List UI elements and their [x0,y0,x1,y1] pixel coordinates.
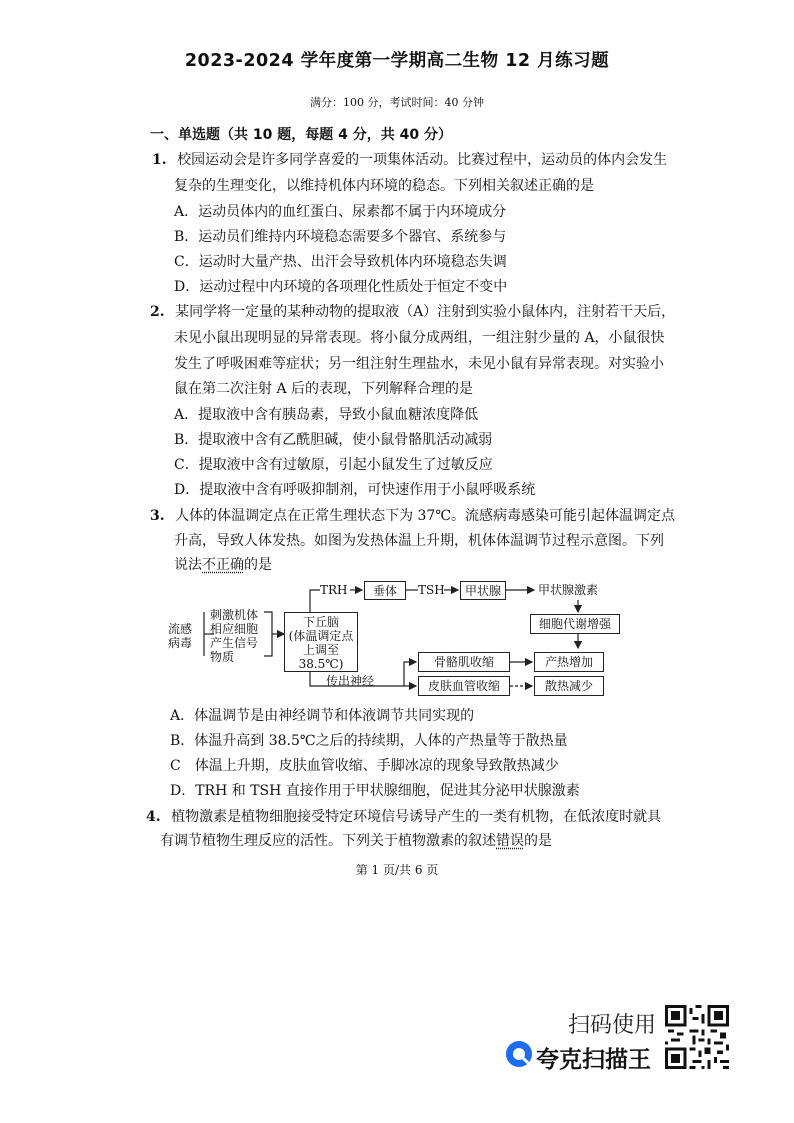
vessel-box: 皮肤血管收缩 [418,676,510,696]
page-title: 2023-2024 学年度第一学期高二生物 12 月练习题 [184,51,610,71]
option-a[interactable]: A．提取液中含有胰岛素，导致小鼠血糖浓度降低 [174,407,479,423]
question-text: 的是 [524,833,552,849]
question-text: 未见小鼠出现明显的异常表现。将小鼠分成两组，一组注射少量的 A，小鼠很快 [174,330,665,346]
question-text: 某同学将一定量的某种动物的提取液（A）注射到实验小鼠体内，注射若干天后， [175,304,676,320]
hypothalamus-box [284,612,358,672]
tsh-label: TSH [418,583,445,597]
question-number: 1. [152,152,167,168]
option-a[interactable]: A．运动员体内的血红蛋白、尿素都不属于内环境成分 [174,204,507,220]
metabolism-box: 细胞代谢增强 [530,614,620,634]
thermoregulation-diagram [168,578,628,704]
emphasis-text: 错误 [496,833,524,849]
exam-info: 满分：100 分，考试时间：40 分钟 [310,96,484,109]
virus-label [168,622,202,650]
question-number: 4. [146,809,161,825]
option-a[interactable]: A．体温调节是由神经调节和体液调节共同实现的 [170,708,475,724]
page-footer: 第 1 页/共 6 页 [355,863,439,877]
question-text: 复杂的生理变化，以维持机体内环境的稳态。下列相关叙述正确的是 [174,178,594,194]
trh-label: TRH [320,583,348,597]
question-text: 校园运动会是许多同学喜爱的一项集体活动。比赛过程中，运动员的体内会发生 [177,152,668,168]
quark-logo-icon [505,1040,533,1068]
question-number: 2. [150,304,165,320]
option-d[interactable]: D．提取液中含有呼吸抑制剂，可快速作用于小鼠呼吸系统 [174,482,536,498]
question-text: 说法 [174,557,202,573]
option-d[interactable]: D．TRH 和 TSH 直接作用于甲状腺细胞，促进其分泌甲状腺激素 [170,783,580,799]
option-b[interactable]: B．运动员们维持内环境稳态需要多个器官、系统参与 [174,229,507,245]
muscle-box: 骨骼肌收缩 [418,652,510,672]
option-b[interactable]: B．体温升高到 38.5℃之后的持续期，人体的产热量等于散热量 [170,733,568,749]
option-c[interactable]: C．运动时大量产热、出汗会导致机体内环境稳态失调 [174,254,507,270]
thyroid-box: 甲状腺 [460,581,506,600]
option-d[interactable]: D．运动过程中内环境的各项理化性质处于恒定不变中 [174,279,508,295]
section-heading: 一、单选题（共 10 题，每题 4 分，共 40 分） [150,127,452,143]
thyroid-hormone-label: 甲状腺激素 [538,583,599,597]
option-c[interactable]: C 体温上升期，皮肤血管收缩、手脚冰凉的现象导致散热减少 [170,758,559,774]
option-b[interactable]: B．提取液中含有乙酰胆碱，使小鼠骨骼肌活动减弱 [174,432,493,448]
stimulus-label [210,608,266,664]
question-text: 的是 [244,557,272,573]
pituitary-box: 垂体 [364,581,406,600]
scan-to-use-text: 扫码使用 [568,1013,657,1038]
question-text: 有调节植物生理反应的活性。下列关于植物激素的叙述 [160,833,496,849]
question-text: 人体的体温调定点在正常生理状态下为 37℃。流感病毒感染可能引起体温调定点 [175,508,676,524]
question-text: 鼠在第二次注射 A 后的表现，下列解释合理的是 [174,381,474,397]
qr-code-icon[interactable] [665,1005,729,1069]
brand-name: 夸克扫描王 [536,1047,651,1073]
nerve-label: 传出神经 [326,674,375,688]
option-c[interactable]: C．提取液中含有过敏原，引起小鼠发生了过敏反应 [174,457,493,473]
heat-up-box: 产热增加 [534,652,604,672]
question-number: 3. [150,508,165,524]
hypothalamus-text: 下丘脑 (体温调定点 上调至38.5℃) [288,615,354,671]
question-text: 发生了呼吸困难等症状；另一组注射生理盐水，未见小鼠有异常表现。对实验小 [174,356,664,372]
question-text: 植物激素是植物细胞接受特定环境信号诱导产生的一类有机物，在低浓度时就具 [171,809,662,825]
heat-down-box: 散热减少 [534,676,604,696]
question-text: 升高，导致人体发热。如图为发热体温上升期，机体体温调节过程示意图。下列 [174,533,664,549]
virus-text: 流感 病毒 [168,622,193,650]
emphasis-text: 不正确 [202,557,244,573]
stimulus-text: 刺激机体 相应细胞 产生信号 物质 [210,608,259,664]
